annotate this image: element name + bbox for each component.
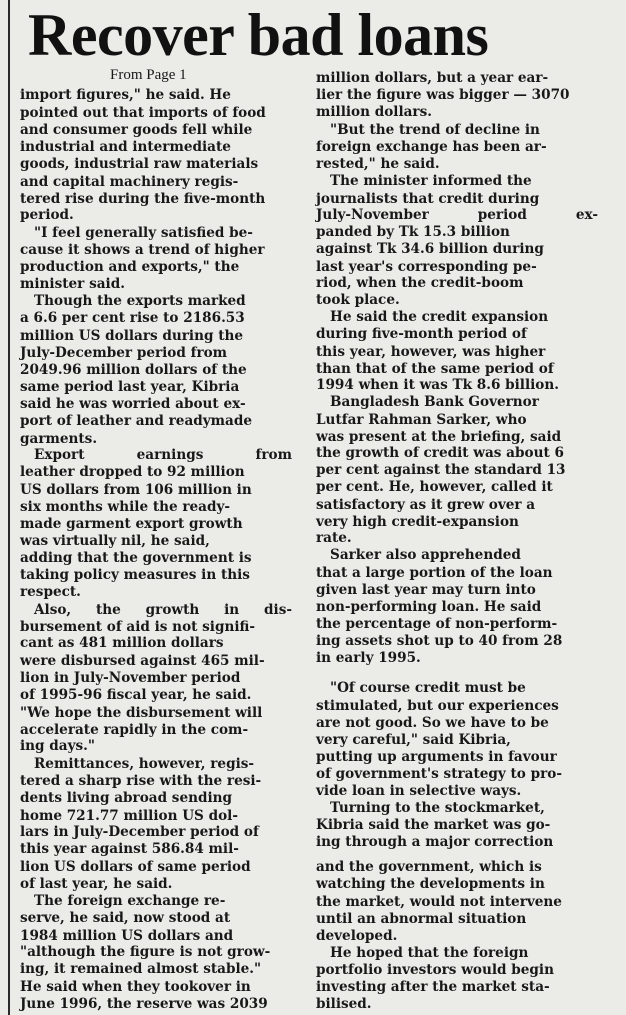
body-line: the market, would not intervene: [316, 893, 562, 910]
body-line: import figures," he said. He: [20, 87, 231, 104]
body-line: investing after the market sta-: [316, 978, 550, 995]
body-line: Also, the growth in dis-: [34, 601, 292, 618]
body-line: last year's corresponding pe-: [316, 258, 537, 275]
body-line: until an abnormal situation: [316, 910, 527, 927]
headline: Recover bad loans: [28, 2, 489, 68]
body-line: garments.: [20, 430, 98, 447]
body-line: 1994 when it was Tk 8.6 billion.: [316, 377, 559, 394]
body-line: Lutfar Rahman Sarker, who: [316, 411, 527, 428]
body-line: of government's strategy to pro-: [316, 766, 562, 783]
body-line: port of leather and readymade: [20, 413, 253, 430]
body-line: very careful," said Kibria,: [316, 732, 511, 748]
body-line: accelerate rapidly in the com-: [20, 721, 249, 738]
body-line: period.: [20, 207, 74, 224]
body-line: was present at the briefing, said: [316, 428, 562, 445]
body-line: bursement of aid is not signifi-: [20, 619, 256, 635]
body-line: "although the figure is not grow-: [20, 944, 271, 961]
body-line: are not good. So we have to be: [316, 714, 549, 731]
body-line: than that of the same period of: [316, 360, 554, 377]
body-line: million dollars, but a year ear-: [316, 70, 549, 86]
body-line: given last year may turn into: [316, 581, 536, 598]
body-line: cant as 481 million dollars: [20, 635, 224, 652]
body-line: that a large portion of the loan: [316, 564, 553, 581]
body-line: June 1996, the reserve was 2039: [20, 996, 268, 1012]
body-line: rested," he said.: [316, 156, 440, 173]
body-line: minister said.: [20, 275, 125, 292]
body-line: watching the developments in: [316, 876, 545, 893]
body-line: production and exports," the: [20, 259, 240, 276]
body-line: panded by Tk 15.3 billion: [316, 224, 510, 240]
body-line: during five-month period of: [316, 326, 527, 343]
body-line: taking policy measures in this: [20, 567, 250, 584]
body-line: non-performing loan. He said: [316, 599, 542, 615]
body-line: lars in July-December period of: [20, 823, 259, 840]
body-line: Turning to the stockmarket,: [330, 799, 545, 816]
body-line: and capital machinery regis-: [20, 173, 239, 190]
body-line: made garment export growth: [20, 516, 243, 533]
body-line: and the government, which is: [316, 859, 542, 876]
body-line: "Of course credit must be: [330, 680, 526, 697]
body-line: The minister informed the: [330, 173, 532, 190]
body-line: He said the credit expansion: [330, 309, 549, 326]
body-line: The foreign exchange re-: [34, 893, 226, 910]
body-line: of last year, he said.: [20, 875, 173, 892]
body-line: "But the trend of decline in: [330, 121, 540, 138]
body-line: against Tk 34.6 billion during: [316, 241, 544, 258]
body-line: lion US dollars of same period: [20, 858, 251, 875]
body-line: July-November period ex-: [316, 206, 598, 223]
body-line: were disbursed against 465 mil-: [20, 652, 265, 669]
body-line: very high credit-expansion: [316, 513, 519, 530]
body-line: Remittances, however, regis-: [34, 755, 255, 772]
body-line: riod, when the credit-boom: [316, 274, 524, 291]
body-line: vide loan in selective ways.: [316, 782, 522, 799]
body-line: rate.: [316, 530, 352, 547]
body-line: 2049.96 million dollars of the: [20, 362, 247, 379]
body-line: pointed out that imports of food: [20, 104, 266, 121]
body-line: lier the figure was bigger — 3070: [316, 87, 570, 104]
body-line: Bangladesh Bank Governor: [330, 394, 539, 411]
body-line: per cent. He, however, called it: [316, 479, 553, 496]
body-line: a 6.6 per cent rise to 2186.53: [20, 310, 245, 327]
body-line: Sarker also apprehended: [330, 547, 521, 564]
body-line: ing days.": [20, 738, 95, 755]
body-line: July-December period from: [20, 344, 228, 361]
body-line: leather dropped to 92 million: [20, 464, 245, 481]
body-line: per cent against the standard 13: [316, 462, 566, 479]
body-line: said he was worried about ex-: [20, 395, 246, 412]
body-line: Though the exports marked: [34, 293, 246, 309]
body-line: 1984 million US dollars and: [20, 927, 234, 944]
body-line: "We hope the disbursement will: [20, 704, 263, 721]
body-line: satisfactory as it grew over a: [316, 496, 536, 513]
body-line: ing through a major correction: [316, 834, 554, 851]
continued-from-label: From Page 1: [110, 67, 187, 83]
body-line: lion in July-November period: [20, 670, 241, 686]
body-line: this year, however, was higher: [316, 343, 546, 360]
body-line: Kibria said the market was go-: [316, 817, 551, 834]
body-line: He hoped that the foreign: [330, 945, 529, 962]
body-line: this year against 586.84 mil-: [20, 841, 239, 858]
body-line: ing, it remained almost stable.": [20, 961, 262, 978]
body-line: putting up arguments in favour: [316, 749, 557, 766]
body-line: tered rise during the five-month: [20, 191, 266, 208]
body-line: the percentage of non-perform-: [316, 616, 558, 633]
body-line: ing assets shot up to 40 from 28: [316, 632, 563, 649]
body-line: serve, he said, now stood at: [20, 910, 231, 927]
body-line: six months while the ready-: [20, 498, 231, 515]
body-line: and consumer goods fell while: [20, 121, 253, 138]
body-line: portfolio investors would begin: [316, 961, 554, 978]
column-rule: [8, 0, 10, 1015]
body-line: million dollars.: [316, 104, 432, 121]
body-line: bilised.: [316, 996, 372, 1012]
body-line: He said when they tookover in: [20, 978, 251, 995]
body-line: foreign exchange has been ar-: [316, 138, 547, 155]
body-line: respect.: [20, 584, 81, 601]
body-line: US dollars from 106 million in: [20, 481, 252, 498]
body-line: home 721.77 million US dol-: [20, 807, 238, 824]
body-line: was virtually nil, he said,: [20, 532, 210, 549]
body-line: of 1995-96 fiscal year, he said.: [20, 687, 252, 704]
body-line: industrial and intermediate: [20, 139, 231, 156]
body-line: developed.: [316, 928, 398, 945]
body-line: goods, industrial raw materials: [20, 156, 259, 173]
body-line: million US dollars during the: [20, 327, 244, 344]
body-line: same period last year, Kibria: [20, 378, 240, 395]
body-line: journalists that credit during: [316, 190, 540, 207]
body-line: the growth of credit was about 6: [316, 445, 564, 461]
body-line: cause it shows a trend of higher: [20, 242, 265, 258]
body-line: Export earnings from: [34, 446, 292, 463]
body-line: tered a sharp rise with the resi-: [20, 772, 262, 789]
body-line: "I feel generally satisfied be-: [34, 224, 253, 241]
body-line: adding that the government is: [20, 549, 252, 566]
body-line: stimulated, but our experiences: [316, 697, 559, 714]
body-line: in early 1995.: [316, 649, 421, 666]
body-line: dents living abroad sending: [20, 790, 233, 807]
body-line: took place.: [316, 291, 400, 308]
